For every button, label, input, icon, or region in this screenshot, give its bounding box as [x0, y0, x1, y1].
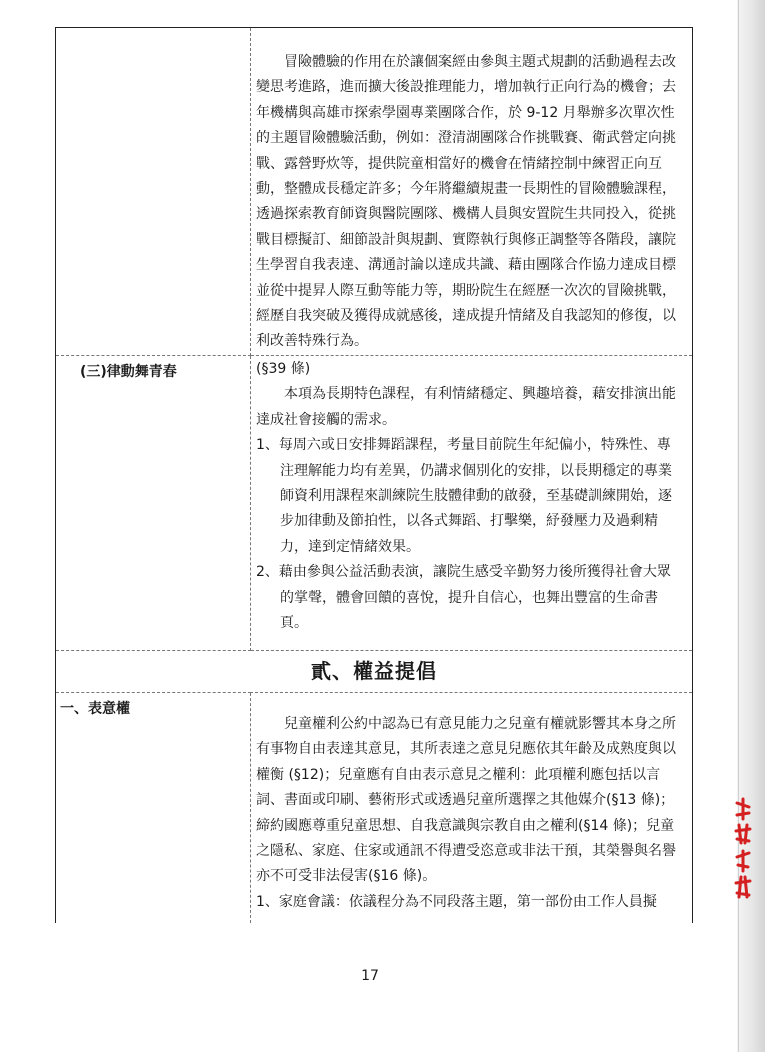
- expression-item-1: 1、家庭會議：依議程分為不同段落主題，第一部份由工作人員擬: [256, 893, 657, 910]
- adventure-cell: [251, 28, 693, 356]
- dance-heading-cell: [56, 356, 251, 651]
- dance-heading: (三)律動舞青春: [80, 364, 177, 380]
- expression-heading-cell: [56, 693, 251, 924]
- dance-article-ref: (§39 條): [256, 361, 311, 377]
- adventure-paragraph: 冒險體驗的作用在於讓個案經由參與主題式規劃的活動過程去改變思考進路，進而擴大後設推理能力，增加執行正向行為的機會；去年機構與高雄市探索學園專業團隊合作，於 9-12 月舉辦多次單次性的主題冒險體驗活動，例如：澄清湖團隊合作挑戰賽、衛武營定向挑戰、露營野炊等，提供院童相當好的機會在情緒控制中練習正向互動，整體成長穩定許多；今年將繼續規畫一長期性的冒險體驗課程，透過探索教育師資與醫院團隊、機構人員與安置院生共同投入，從挑戰目標擬訂、細節設計與規劃、實際執行與修正調整等各階段，讓院生學習自我表達、溝通討論以達成共識、藉由團隊合作協力達成目標並從中提昇人際互動等能力等，期盼院生在經歷一次次的冒險挑戰，經歷自我突破及獲得成就感後，達成提升情緒及自我認知的修復，以利改善特殊行為。: [256, 54, 676, 350]
- red-stamp-mark: [733, 797, 753, 907]
- dance-item-2: 2、藉由參與公益活動表演，讓院生感受辛勤努力後所獲得社會大眾的掌聲，體會回饋的喜悅，提升自信心，也舞出豐富的生命書頁。: [256, 564, 671, 632]
- page-number: 17: [361, 968, 379, 984]
- table-row-adventure: [56, 28, 693, 356]
- section-title-cell: [56, 651, 693, 693]
- empty-left-cell: [56, 28, 251, 356]
- expression-content-cell: [251, 693, 693, 924]
- expression-heading: 一、表意權: [60, 701, 130, 717]
- table-row-expression: [56, 693, 693, 924]
- table-row-dance: [56, 356, 693, 651]
- document-table: [55, 27, 693, 923]
- dance-intro: 本項為長期特色課程，有利情緒穩定、興趣培養，藉安排演出能達成社會接觸的需求。: [256, 386, 676, 428]
- table-row-section-title: [56, 651, 693, 693]
- dance-content-cell: [251, 356, 693, 651]
- dance-item-1: 1、每周六或日安排舞蹈課程，考量目前院生年紀偏小，特殊性、專注理解能力均有差異，仍講求個別化的安排，以長期穩定的專業師資利用課程來訓練院生肢體律動的啟發，至基礎訓練開始，逐步加律動及節拍性，以各式舞蹈、打擊樂，紓發壓力及過剩精力，達到定情緒效果。: [256, 437, 672, 555]
- section-title: 貳、權益提倡: [311, 659, 437, 683]
- expression-paragraph: 兒童權利公約中認為已有意見能力之兒童有權就影響其本身之所有事物自由表達其意見，其所表達之意見兒應依其年齡及成熟度與以權衡 (§12)；兒童應有自由表示意見之權利：此項權利應包括以言詞、書面或印刷、藝術形式或透過兒童所選擇之其他媒介(§13 條)；締約國應尊重兒童思想、自我意識與宗教自由之權利(§14 條)；兒童之隱私、家庭、住家或通訊不得遭受恣意或非法干預，其榮譽與名譽亦不可受非法侵害(§16 條)。: [256, 716, 676, 885]
